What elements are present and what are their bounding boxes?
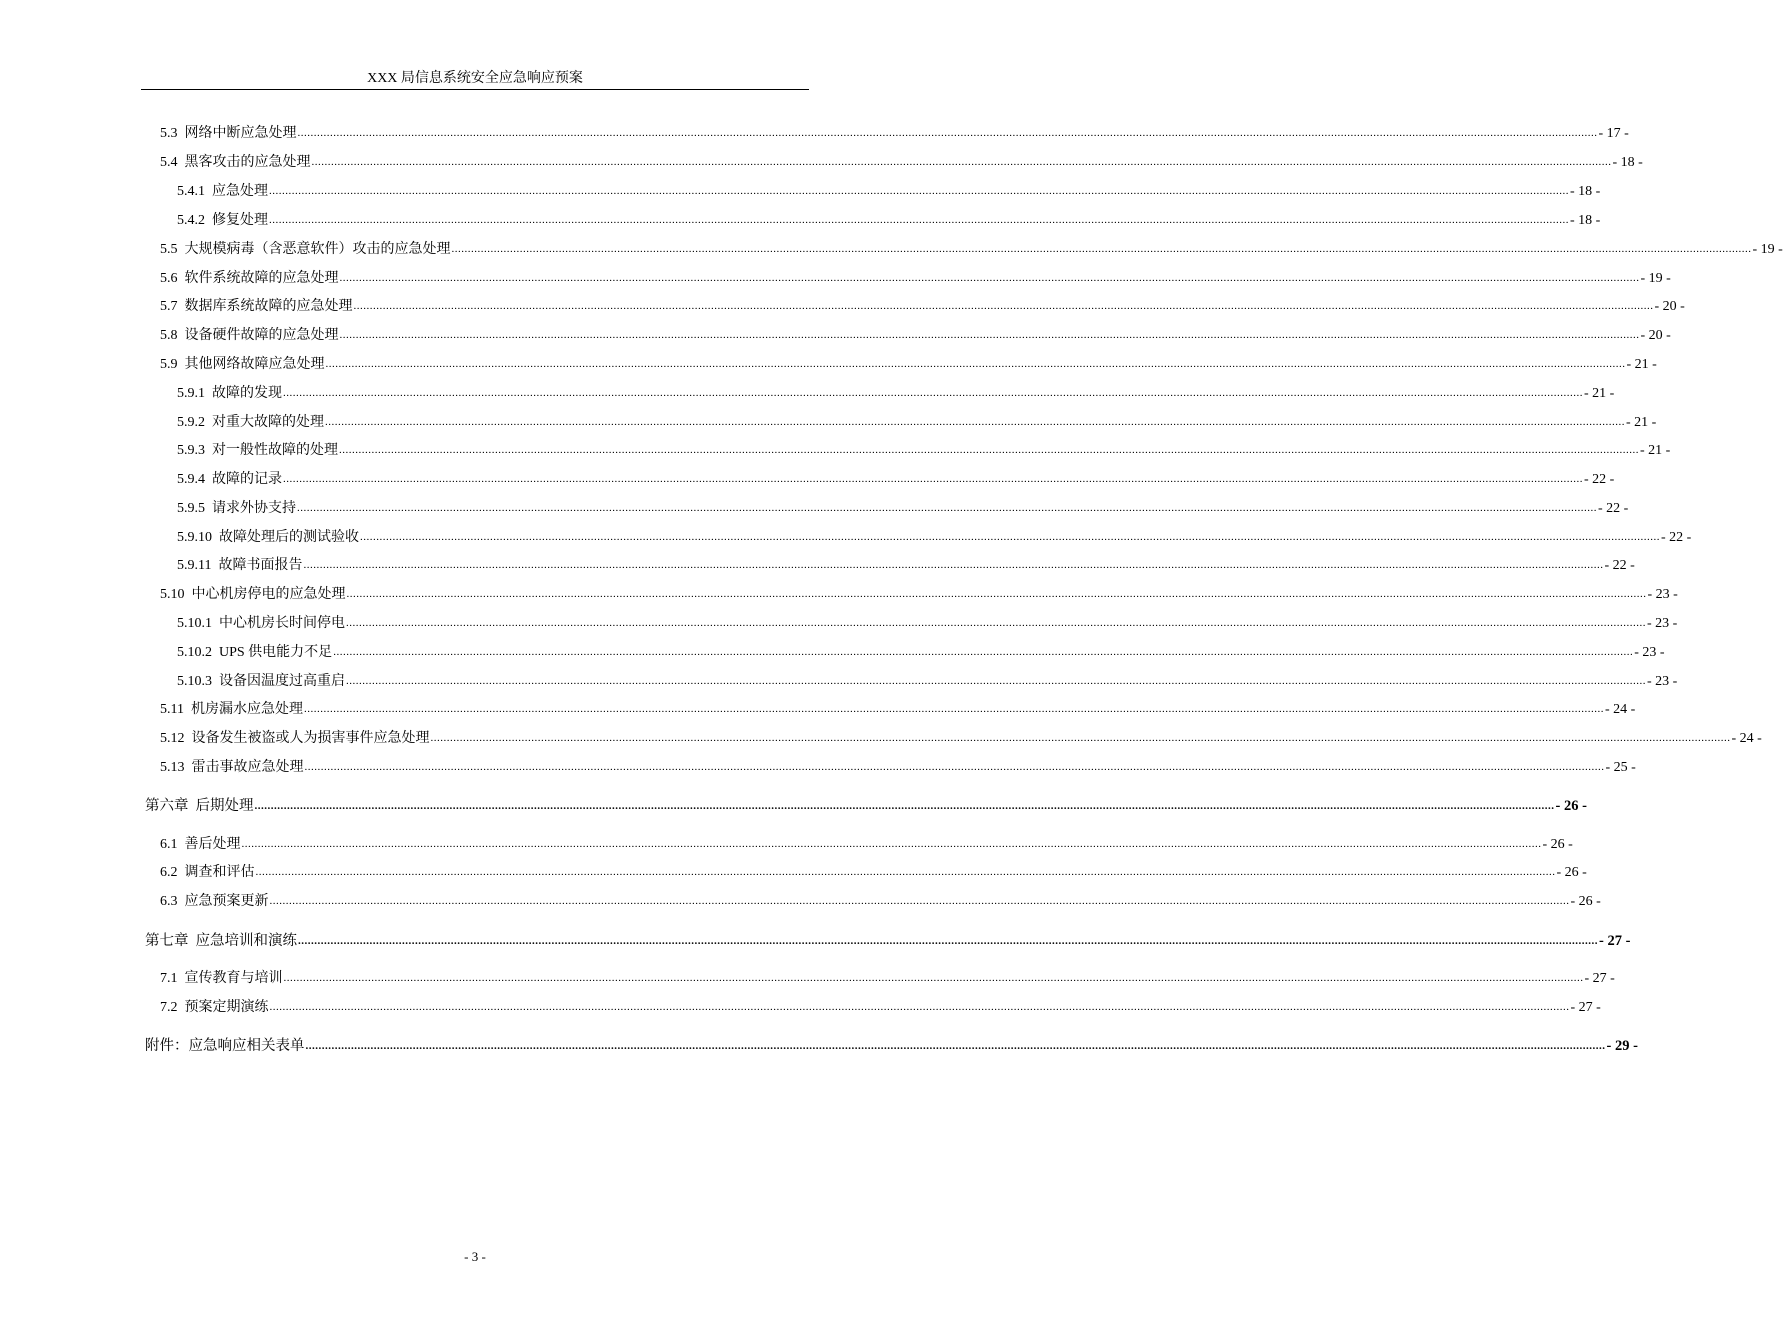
toc-entry-title: 调查和评估 <box>184 865 255 880</box>
toc-entry-title: 设备因温度过高重启 <box>219 674 345 689</box>
toc-entry-number: 6.3 <box>160 894 178 909</box>
toc-entry[interactable] <box>177 442 1671 460</box>
toc-entry[interactable] <box>160 356 1657 374</box>
toc-leader-dots: ................................................................................................................................................................................................................................................................................................................................................................................................................ <box>339 272 1640 284</box>
toc-entry-page: - 22 - <box>1661 530 1692 545</box>
toc-leader-dots: ................................................................................................................................................................................................................................................................................................................................................................................................................ <box>430 732 1731 744</box>
toc-entry-page: - 22 - <box>1584 472 1615 487</box>
toc-entry-title: 应急培训和演练 <box>195 933 297 949</box>
toc-entry-number: 5.9 <box>160 357 178 372</box>
toc-leader-dots: ................................................................................................................................................................................................................................................................................................................................................................................................................ <box>305 1040 1606 1052</box>
toc-entry-page: - 27 - <box>1570 1000 1601 1015</box>
toc-entry-page: - 27 - <box>1599 933 1631 949</box>
toc-entry-page: - 24 - <box>1604 702 1636 717</box>
toc-entry-number: 5.9.11 <box>177 558 212 573</box>
toc-entry[interactable] <box>160 836 1573 854</box>
toc-entry-number: 5.4.1 <box>177 184 205 199</box>
toc-entry-title: 设备发生被盗或人为损害事件应急处理 <box>191 731 430 746</box>
toc-entry[interactable] <box>145 932 1631 950</box>
toc-entry-number: 5.3 <box>160 126 178 141</box>
toc-leader-dots: ................................................................................................................................................................................................................................................................................................................................................................................................................ <box>241 838 1542 850</box>
toc-entry[interactable] <box>177 557 1635 575</box>
toc-entry-page: - 19 - <box>1640 271 1671 286</box>
toc-entry-title: 中心机房长时间停电 <box>219 616 345 631</box>
toc-entry-page: - 27 - <box>1584 971 1615 986</box>
toc-entry-page: - 24 - <box>1731 731 1762 746</box>
toc-entry-title: 故障处理后的测试验收 <box>219 530 359 545</box>
toc-leader-dots: ................................................................................................................................................................................................................................................................................................................................................................................................................ <box>311 156 1612 168</box>
toc-entry[interactable] <box>177 471 1615 489</box>
toc-entry-title: 数据库系统故障的应急处理 <box>184 299 353 314</box>
toc-entry-title: 修复处理 <box>212 213 268 228</box>
toc-entry-title: 附件：应急响应相关表单 <box>145 1038 305 1054</box>
toc-entry-number: 5.10 <box>160 587 185 602</box>
toc-entry-title: 请求外协支持 <box>212 501 296 516</box>
toc-leader-dots: ................................................................................................................................................................................................................................................................................................................................................................................................................ <box>339 329 1640 341</box>
toc-entry-title: 对一般性故障的处理 <box>212 443 338 458</box>
toc-entry-title: 其他网络故障应急处理 <box>184 357 325 372</box>
toc-leader-dots: ................................................................................................................................................................................................................................................................................................................................................................................................................ <box>298 935 1598 947</box>
toc-entry-page: - 23 - <box>1647 587 1678 602</box>
toc-entry-title: 宣传教育与培训 <box>184 971 283 986</box>
toc-leader-dots: ................................................................................................................................................................................................................................................................................................................................................................................................................ <box>283 972 1584 984</box>
toc-entry-title: 设备硬件故障的应急处理 <box>184 328 339 343</box>
toc-entry-page: - 26 - <box>1570 894 1601 909</box>
toc-entry[interactable] <box>160 241 1783 259</box>
toc-entry-number: 第六章 <box>145 798 189 814</box>
toc-entry-page: - 21 - <box>1640 443 1671 458</box>
toc-leader-dots: ................................................................................................................................................................................................................................................................................................................................................................................................................ <box>346 588 1647 600</box>
toc-entry-page: - 18 - <box>1612 155 1643 170</box>
toc-entry-title: 预案定期演练 <box>184 1000 269 1015</box>
toc-leader-dots: ................................................................................................................................................................................................................................................................................................................................................................................................................ <box>451 243 1752 255</box>
toc-leader-dots: ................................................................................................................................................................................................................................................................................................................................................................................................................ <box>346 675 1646 687</box>
toc-entry[interactable] <box>177 673 1678 691</box>
toc-leader-dots: ................................................................................................................................................................................................................................................................................................................................................................................................................ <box>269 214 1569 226</box>
toc-entry[interactable] <box>160 125 1629 143</box>
toc-entry-number: 5.10.1 <box>177 616 212 631</box>
toc-entry[interactable] <box>160 327 1671 345</box>
toc-entry-title: 网络中断应急处理 <box>184 126 297 141</box>
toc-entry-title: 故障的记录 <box>212 472 282 487</box>
toc-entry-title: 软件系统故障的应急处理 <box>184 271 339 286</box>
toc-entry-number: 5.4.2 <box>177 213 205 228</box>
toc-leader-dots: ................................................................................................................................................................................................................................................................................................................................................................................................................ <box>346 617 1646 629</box>
toc-entry-title: 中心机房停电的应急处理 <box>191 587 346 602</box>
toc-entry-title: 后期处理 <box>195 798 254 814</box>
toc-leader-dots: ................................................................................................................................................................................................................................................................................................................................................................................................................ <box>254 800 1555 812</box>
toc-entry-page: - 26 - <box>1555 798 1587 814</box>
toc-leader-dots: ................................................................................................................................................................................................................................................................................................................................................................................................................ <box>283 387 1583 399</box>
toc-entry-number: 5.9.3 <box>177 443 205 458</box>
toc-entry-page: - 22 - <box>1604 558 1635 573</box>
toc-entry[interactable] <box>145 1037 1638 1055</box>
toc-entry-page: - 29 - <box>1606 1038 1638 1054</box>
toc-leader-dots: ................................................................................................................................................................................................................................................................................................................................................................................................................ <box>297 127 1598 139</box>
toc-entry[interactable] <box>177 183 1601 201</box>
toc-entry-title: UPS 供电能力不足 <box>219 645 333 660</box>
toc-entry-number: 7.1 <box>160 971 178 986</box>
toc-entry[interactable] <box>160 759 1636 777</box>
toc-entry-number: 5.5 <box>160 242 178 257</box>
toc-leader-dots: ................................................................................................................................................................................................................................................................................................................................................................................................................ <box>325 416 1625 428</box>
toc-entry[interactable] <box>160 701 1636 719</box>
toc-entry[interactable] <box>177 500 1629 518</box>
toc-entry-number: 5.10.2 <box>177 645 212 660</box>
toc-entry[interactable] <box>160 893 1601 911</box>
toc-entry-title: 大规模病毒（含恶意软件）攻击的应急处理 <box>184 242 451 257</box>
toc-entry-number: 6.1 <box>160 837 178 852</box>
toc-entry[interactable] <box>160 999 1601 1017</box>
toc-entry-title: 故障书面报告 <box>218 558 303 573</box>
toc-leader-dots: ................................................................................................................................................................................................................................................................................................................................................................................................................ <box>269 185 1569 197</box>
toc-leader-dots: ................................................................................................................................................................................................................................................................................................................................................................................................................ <box>303 559 1604 571</box>
toc-entry-page: - 18 - <box>1570 213 1601 228</box>
toc-entry-page: - 18 - <box>1570 184 1601 199</box>
toc-entry[interactable] <box>160 154 1643 172</box>
toc-entry[interactable] <box>145 797 1587 815</box>
toc-entry-page: - 20 - <box>1654 299 1685 314</box>
toc-entry-number: 第七章 <box>145 933 189 949</box>
toc-leader-dots: ................................................................................................................................................................................................................................................................................................................................................................................................................ <box>360 531 1660 543</box>
toc-entry-page: - 21 - <box>1584 386 1615 401</box>
toc-entry-number: 5.9.5 <box>177 501 205 516</box>
toc-leader-dots: ................................................................................................................................................................................................................................................................................................................................................................................................................ <box>269 1001 1570 1013</box>
toc-entry-number: 5.11 <box>160 702 184 717</box>
toc-entry-number: 5.13 <box>160 760 185 775</box>
toc-entry-title: 应急处理 <box>212 184 268 199</box>
toc-entry-page: - 26 - <box>1556 865 1587 880</box>
toc-entry[interactable] <box>160 730 1762 748</box>
toc-entry-page: - 25 - <box>1605 760 1636 775</box>
toc-entry-number: 5.4 <box>160 155 178 170</box>
toc-leader-dots: ................................................................................................................................................................................................................................................................................................................................................................................................................ <box>303 703 1604 715</box>
toc-entry-number: 5.9.4 <box>177 472 205 487</box>
toc-entry-page: - 26 - <box>1542 837 1573 852</box>
page-number: - 3 - <box>464 1249 486 1264</box>
toc-entry[interactable] <box>160 970 1615 988</box>
toc-entry[interactable] <box>177 212 1601 230</box>
toc-leader-dots: ................................................................................................................................................................................................................................................................................................................................................................................................................ <box>283 473 1583 485</box>
toc-entry[interactable] <box>160 586 1678 604</box>
toc-entry-page: - 21 - <box>1626 357 1657 372</box>
toc-entry-title: 善后处理 <box>184 837 241 852</box>
toc-entry[interactable] <box>160 864 1587 882</box>
toc-entry-number: 5.12 <box>160 731 185 746</box>
toc-leader-dots: ................................................................................................................................................................................................................................................................................................................................................................................................................ <box>304 761 1605 773</box>
toc-entry-page: - 23 - <box>1647 674 1678 689</box>
toc-entry-title: 应急预案更新 <box>184 894 269 909</box>
toc-leader-dots: ................................................................................................................................................................................................................................................................................................................................................................................................................ <box>339 444 1639 456</box>
toc-entry[interactable] <box>177 385 1615 403</box>
toc-entry-number: 7.2 <box>160 1000 178 1015</box>
toc-entry[interactable] <box>160 298 1685 316</box>
toc-entry[interactable] <box>160 270 1671 288</box>
toc-entry-page: - 20 - <box>1640 328 1671 343</box>
toc-leader-dots: ................................................................................................................................................................................................................................................................................................................................................................................................................ <box>255 866 1556 878</box>
toc-entry-title: 机房漏水应急处理 <box>190 702 303 717</box>
toc-entry-number: 5.7 <box>160 299 178 314</box>
toc-entry-page: - 22 - <box>1598 501 1629 516</box>
toc-leader-dots: ................................................................................................................................................................................................................................................................................................................................................................................................................ <box>325 358 1626 370</box>
toc-entry-title: 对重大故障的处理 <box>212 415 324 430</box>
toc-entry-number: 5.8 <box>160 328 178 343</box>
toc-leader-dots: ................................................................................................................................................................................................................................................................................................................................................................................................................ <box>353 300 1654 312</box>
toc-entry-number: 5.9.1 <box>177 386 205 401</box>
toc-leader-dots: ................................................................................................................................................................................................................................................................................................................................................................................................................ <box>333 646 1634 658</box>
toc-entry-title: 黑客攻击的应急处理 <box>184 155 311 170</box>
toc-entry[interactable] <box>177 644 1665 662</box>
toc-entry-number: 5.9.10 <box>177 530 212 545</box>
toc-entry-page: - 17 - <box>1598 126 1629 141</box>
toc-entry-number: 6.2 <box>160 865 178 880</box>
toc-entry-number: 5.6 <box>160 271 178 286</box>
toc-leader-dots: ................................................................................................................................................................................................................................................................................................................................................................................................................ <box>297 502 1597 514</box>
toc-entry-page: - 23 - <box>1647 616 1678 631</box>
running-header: XXX 局信息系统安全应急响应预案 <box>367 71 583 86</box>
toc-entry-title: 雷击事故应急处理 <box>191 760 304 775</box>
toc-entry-number: 5.9.2 <box>177 415 205 430</box>
toc-entry-page: - 23 - <box>1634 645 1665 660</box>
toc-leader-dots: ................................................................................................................................................................................................................................................................................................................................................................................................................ <box>269 895 1570 907</box>
toc-entry-page: - 19 - <box>1752 242 1783 257</box>
toc-entry[interactable] <box>177 414 1657 432</box>
toc-entry-number: 5.10.3 <box>177 674 212 689</box>
toc-entry[interactable] <box>177 529 1692 547</box>
toc-entry[interactable] <box>177 615 1678 633</box>
toc-entry-page: - 21 - <box>1626 415 1657 430</box>
toc-entry-title: 故障的发现 <box>212 386 282 401</box>
